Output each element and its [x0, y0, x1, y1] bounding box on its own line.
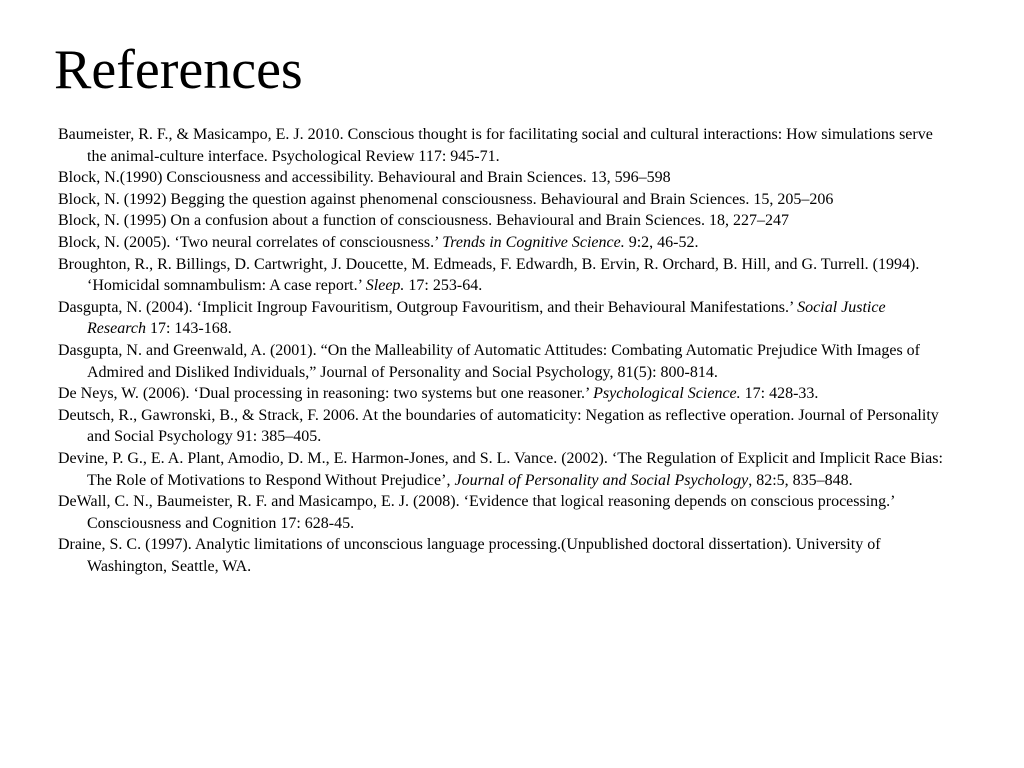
- journal-title: Sleep.: [365, 277, 405, 295]
- reference-item: Dasgupta, N. (2004). ‘Implicit Ingroup Favouritism, Outgroup Favouritism, and their Behavioural Manifestations.’ Social Justice Research 17: 143-168.: [58, 298, 886, 338]
- journal-title: Social Justice Research: [87, 298, 886, 338]
- reference-item: Baumeister, R. F., & Masicampo, E. J. 2010. Conscious thought is for facilitating social and cultural interactions: How simulations serve the animal-culture interface. Psychological Review 117: 945-71.: [58, 126, 933, 165]
- reference-list: [58, 124, 948, 577]
- reference-item: Block, N. (1995) On a confusion about a function of consciousness. Behavioural and Brain Sciences. 18, 227–247: [58, 212, 789, 230]
- reference-item: DeWall, C. N., Baumeister, R. F. and Masicampo, E. J. (2008). ‘Evidence that logical reasoning depends on conscious processing.’ Consciousness and Cognition 17: 628-45.: [58, 493, 895, 532]
- journal-title: Trends in Cognitive Science.: [442, 233, 625, 251]
- reference-item: Block, N.(1990) Consciousness and accessibility. Behavioural and Brain Sciences. 13, 596–598: [58, 169, 671, 187]
- reference-item: De Neys, W. (2006). ‘Dual processing in reasoning: two systems but one reasoner.’ Psychological Science. 17: 428-33.: [58, 385, 819, 403]
- reference-item: Broughton, R., R. Billings, D. Cartwright, J. Doucette, M. Edmeads, F. Edwardh, B. Ervin, R. Orchard, B. Hill, and G. Turrell. (1994). ‘Homicidal somnambulism: A case report.’ Sleep. 17: 253-64.: [58, 255, 920, 295]
- journal-title: Journal of Personality and Social Psychology: [454, 471, 749, 489]
- page-title: References: [54, 39, 303, 101]
- journal-title: Psychological Science.: [593, 385, 741, 403]
- reference-item: Deutsch, R., Gawronski, B., & Strack, F. 2006. At the boundaries of automaticity: Negation as reflective operation. Journal of Personality and Social Psychology 91: 385–405.: [58, 406, 939, 446]
- reference-item: Devine, P. G., E. A. Plant, Amodio, D. M., E. Harmon-Jones, and S. L. Vance. (2002). ‘The Regulation of Explicit and Implicit Race Bias: The Role of Motivations to Respond Without Prejudice’, Journal of Personality and Social Psychology, 82:5, 835–848.: [58, 449, 943, 489]
- reference-item: Dasgupta, N. and Greenwald, A. (2001). “On the Malleability of Automatic Attitudes: Combating Automatic Prejudice With Images of Admired and Disliked Individuals,” Journal of Personality and Social Psychology, 81(5): 800-814.: [58, 341, 920, 381]
- reference-item: Block, N. (2005). ‘Two neural correlates of consciousness.’ Trends in Cognitive Science. 9:2, 46-52.: [58, 233, 699, 251]
- reference-item: Draine, S. C. (1997). Analytic limitations of unconscious language processing.(Unpublished doctoral dissertation). University of Washington, Seattle, WA.: [58, 536, 881, 575]
- reference-item: Block, N. (1992) Begging the question against phenomenal consciousness. Behavioural and Brain Sciences. 15, 205–206: [58, 190, 834, 208]
